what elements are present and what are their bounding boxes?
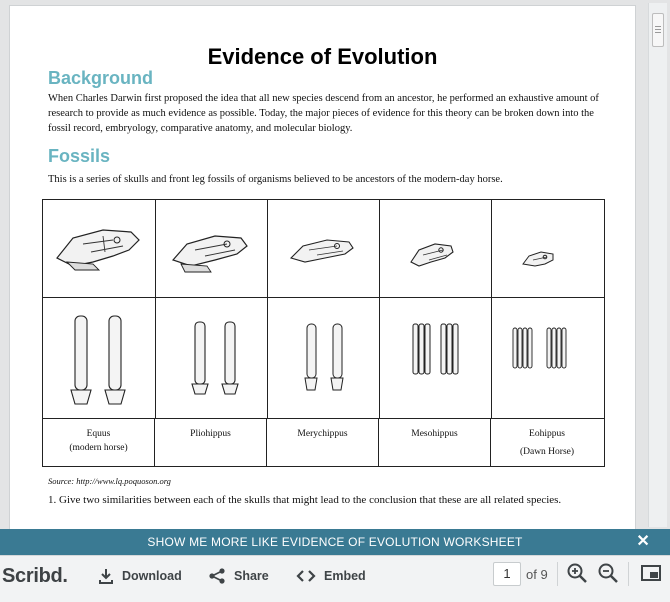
species-name: Pliohippus — [190, 429, 231, 439]
fossils-paragraph: This is a series of skulls and front leg fossils of organisms believed to be ancestors of the modern-day horse. — [48, 174, 503, 185]
species-name: Equus — [86, 429, 111, 439]
zoom-out-button[interactable] — [597, 562, 619, 584]
zoom-out-icon — [597, 562, 619, 584]
page-title: Evidence of Evolution — [207, 44, 438, 69]
fossil-table — [42, 199, 605, 467]
scrollbar-thumb[interactable] — [652, 13, 664, 47]
skull-merychippus — [267, 200, 380, 297]
zoom-in-icon — [566, 562, 588, 584]
toolbar-divider — [557, 562, 558, 586]
download-icon — [98, 568, 114, 584]
share-label: Share — [234, 569, 269, 583]
download-button[interactable] — [98, 566, 182, 586]
share-icon — [208, 568, 226, 584]
leg-pliohippus — [155, 298, 268, 418]
species-label — [43, 419, 155, 466]
skull-row — [43, 200, 604, 298]
page-number-input[interactable]: 1 — [493, 562, 521, 586]
page-total: of 9 — [526, 567, 548, 582]
leg-mesohippus — [379, 298, 492, 418]
embed-label: Embed — [324, 569, 366, 583]
species-label — [491, 419, 603, 466]
fullscreen-button[interactable] — [640, 562, 662, 584]
more-like-this-banner[interactable] — [0, 529, 670, 555]
share-button[interactable] — [208, 566, 269, 586]
leg-eohippus — [491, 298, 603, 418]
background-paragraph: When Charles Darwin first proposed the idea that all new species descend from an ancestor, he performed an exhaustive amount of research to provide as much evidence as possible. Today, the major pieces of evidence for this theory can be broken down into the fossil record, embryology, comparative anatomy, and molecular biology. — [48, 93, 599, 134]
label-row — [43, 419, 604, 466]
close-icon[interactable]: ✕ — [636, 533, 650, 550]
scribd-logo[interactable]: Scribd. — [2, 565, 68, 587]
species-label — [267, 419, 379, 466]
species-name: Mesohippus — [411, 429, 458, 439]
vertical-scrollbar[interactable] — [648, 3, 667, 527]
skull-equus — [43, 200, 156, 297]
banner-text[interactable]: SHOW ME MORE LIKE EVIDENCE OF EVOLUTION WORKSHEET — [147, 535, 523, 549]
leg-merychippus — [267, 298, 380, 418]
species-label — [379, 419, 491, 466]
background-heading: Background — [48, 68, 154, 88]
species-note: (Dawn Horse) — [519, 447, 575, 457]
species-label — [155, 419, 267, 466]
species-name: Merychippus — [297, 429, 348, 439]
source-citation: Source: http://www.lq.poquoson.org — [48, 476, 171, 486]
embed-icon — [296, 568, 316, 584]
document-page — [9, 5, 636, 529]
bottom-toolbar — [0, 555, 670, 602]
skull-mesohippus — [379, 200, 492, 297]
toolbar-divider — [628, 562, 629, 586]
embed-button[interactable] — [296, 566, 366, 586]
fossils-heading: Fossils — [48, 146, 111, 166]
zoom-in-button[interactable] — [566, 562, 588, 584]
question-1: 1. Give two similarities between each of the skulls that might lead to the conclusion that these are all related species. — [48, 494, 562, 506]
fullscreen-icon — [640, 562, 662, 584]
download-label: Download — [122, 569, 182, 583]
species-name: Eohippus — [529, 429, 565, 439]
skull-eohippus — [491, 200, 603, 297]
species-note: (modern horse) — [69, 443, 128, 453]
skull-pliohippus — [155, 200, 268, 297]
leg-equus — [43, 298, 156, 418]
leg-row — [43, 298, 604, 419]
